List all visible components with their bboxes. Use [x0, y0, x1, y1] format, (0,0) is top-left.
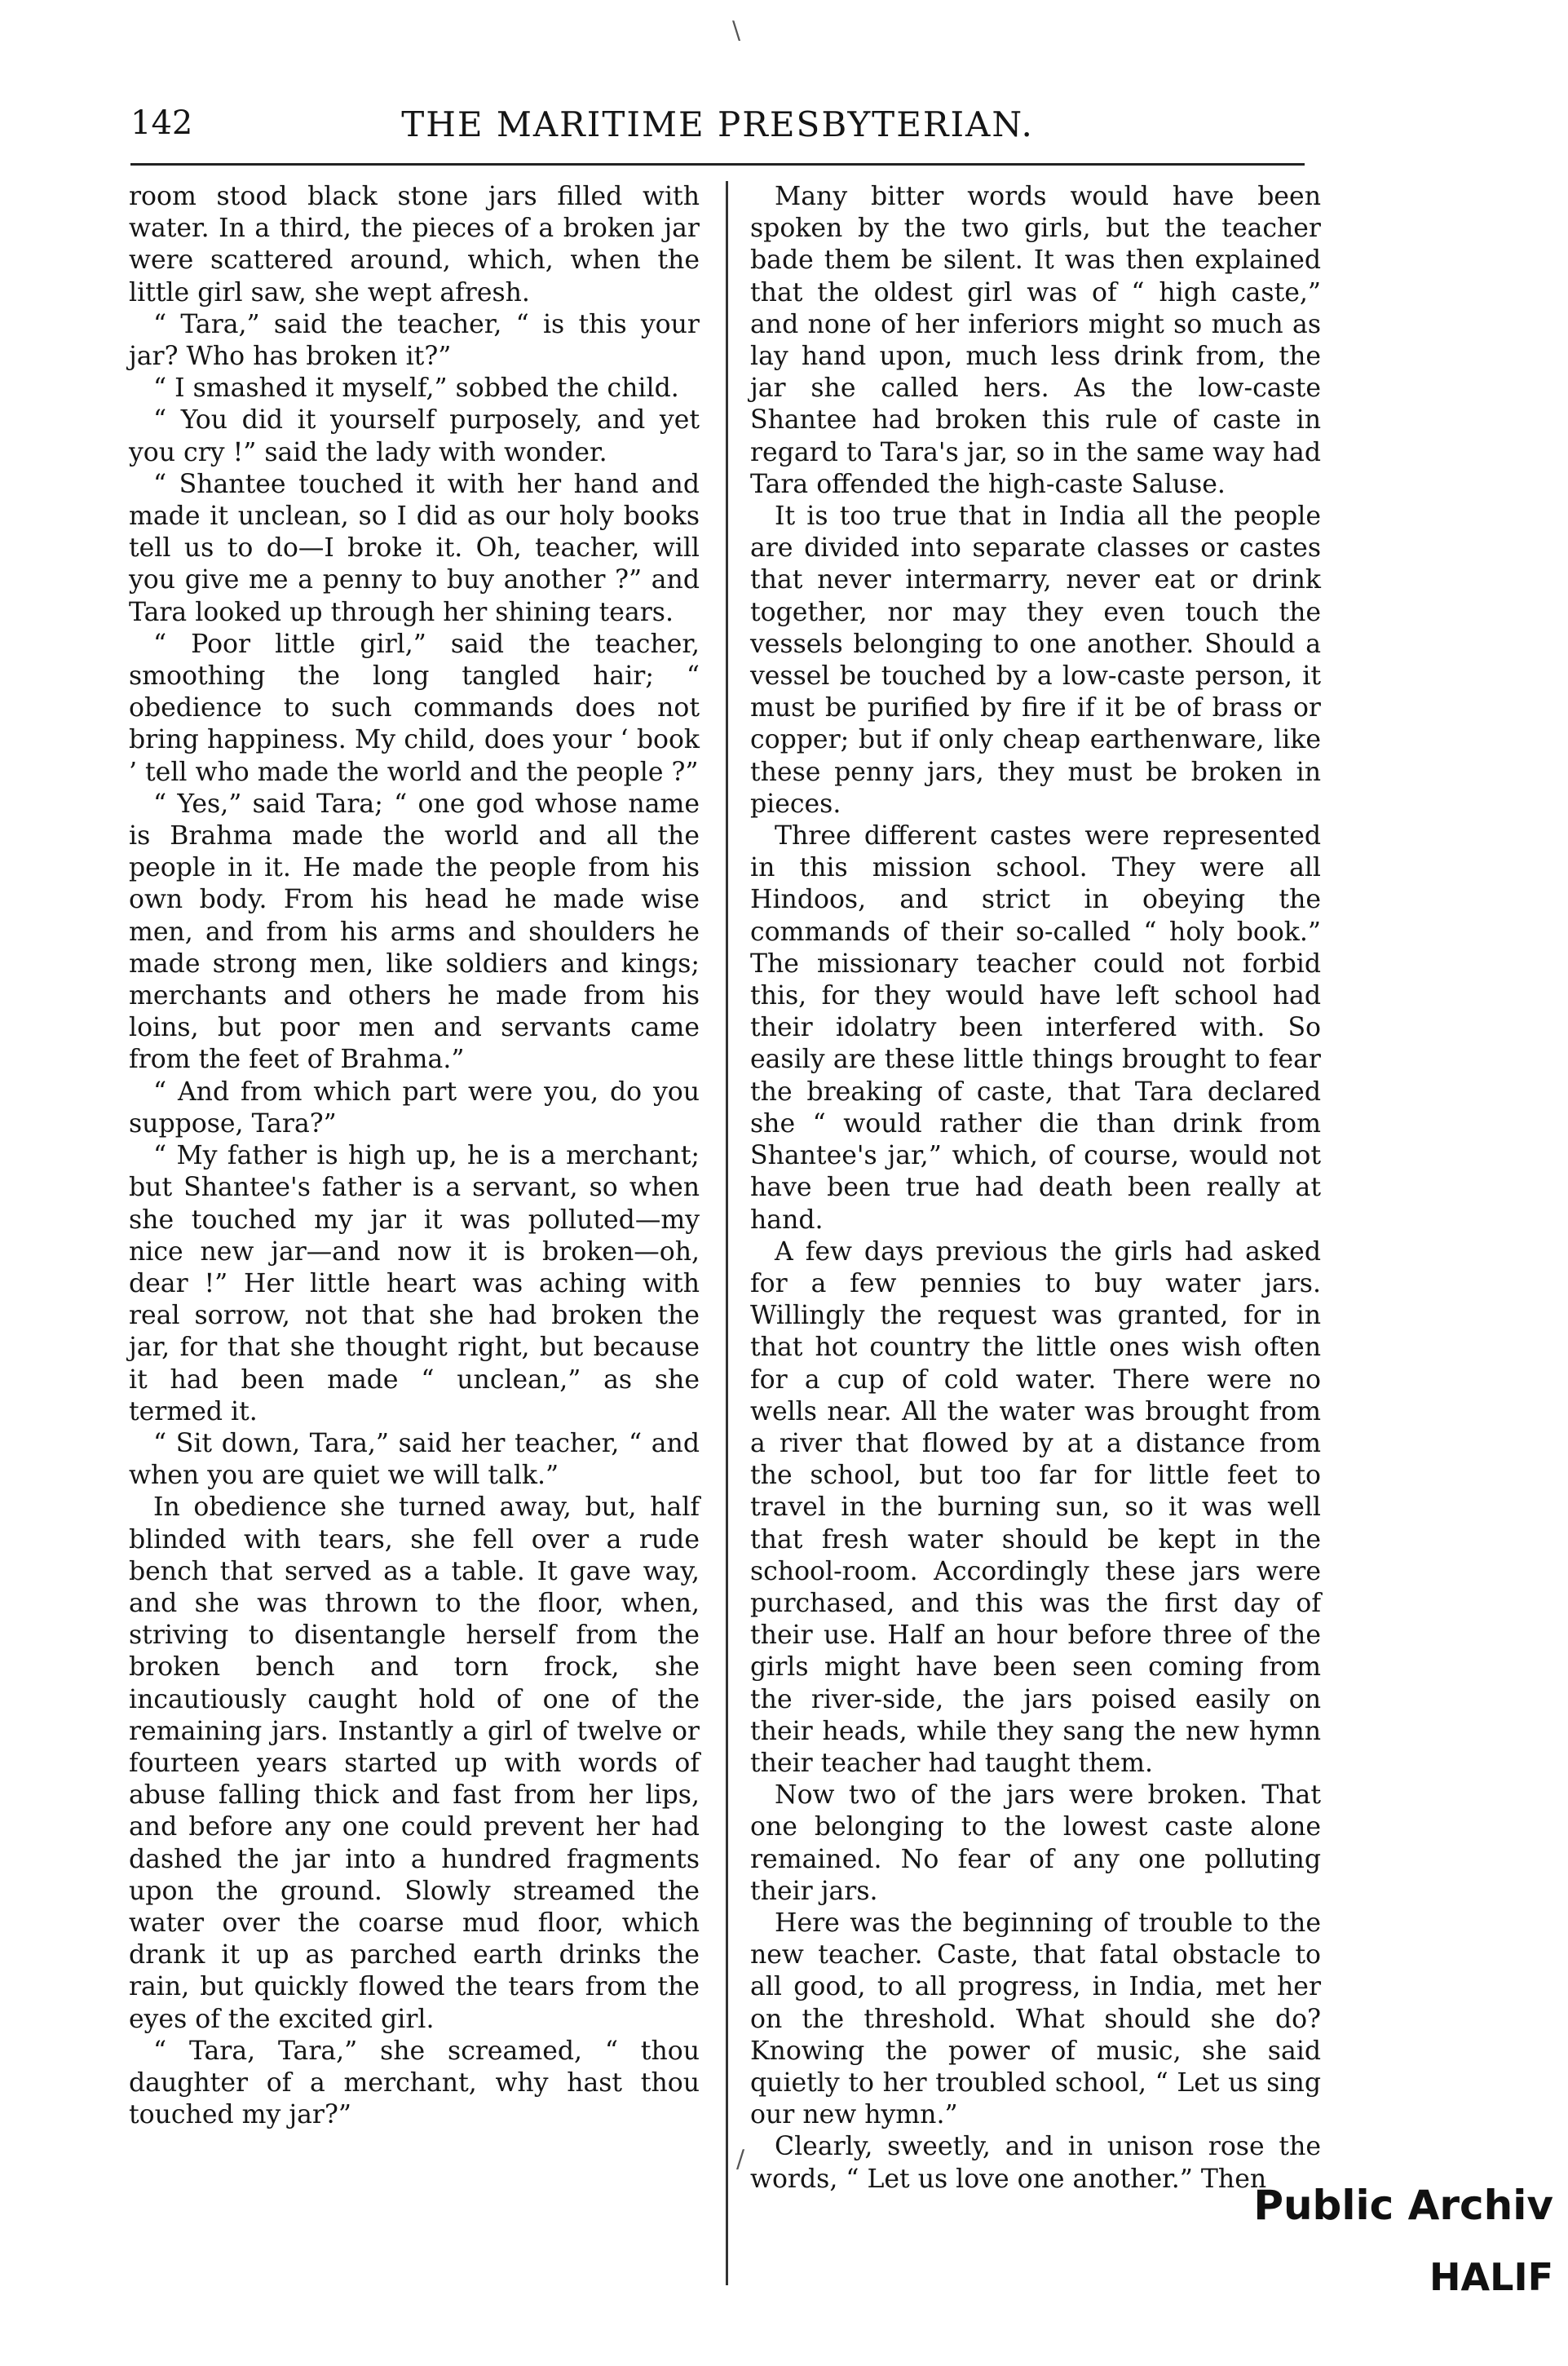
- archive-stamp-line-1: Public Archiv: [1253, 2182, 1553, 2229]
- scan-mark: /: [736, 2145, 745, 2174]
- scan-mark: \: [732, 16, 741, 45]
- paragraph: “ Yes,” said Tara; “ one god whose name is Brahma made the world and all the people in it. He made the people from his own body. From his head he made wise men, and from his arms and shoulders he made strong men, like soldiers and kings; merchants and others he made from his loins, but poor men and servants came from the feet of Brahma.”: [129, 789, 700, 1075]
- paragraph: “ Tara,” said the teacher, “ is this your jar? Who has broken it?”: [129, 309, 700, 372]
- paragraph: “ Tara, Tara,” she screamed, “ thou daughter of a merchant, why hast thou touched my jar?”: [129, 2036, 700, 2130]
- paragraph: “ Poor little girl,” said the teacher, smoothing the long tangled hair; “ obedience to such commands does not bring happiness. My child, does your ‘ book ’ tell who made the world and the people ?”: [129, 629, 700, 787]
- paragraph: “ You did it yourself purposely, and yet you cry !” said the lady with wonder.: [129, 405, 700, 467]
- paragraph: Many bitter words would have been spoken by the two girls, but the teacher bade them be silent. It was then explained that the oldest girl was of “ high caste,” and none of her inferiors might so much as lay hand upon, much less drink from, the jar she called hers. As the low-caste Shantee had broken this rule of caste in regard to Tara's jar, so in the same way had Tara offended the high-caste Saluse.: [750, 182, 1321, 499]
- paragraph: Now two of the jars were broken. That one belonging to the lowest caste alone remained. No fear of any one polluting their jars.: [750, 1780, 1321, 1906]
- archive-stamp-line-2: HALIF: [1429, 2255, 1553, 2299]
- paragraph: “ I smashed it myself,” sobbed the child.: [153, 374, 679, 404]
- page-header: [130, 96, 1305, 153]
- paragraph: Clearly, sweetly, and in unison rose the words, “ Let us love one another.” Then: [750, 2132, 1321, 2194]
- header-rule: [130, 163, 1305, 166]
- left-column: [129, 181, 700, 2131]
- paragraph: It is too true that in India all the people are divided into separate classes or castes that never intermarry, never eat or drink together, nor may they even touch the vessels belonging to one another. Should a vessel be touched by a low-caste person, it must be purified by fire if it be of brass or copper; but if only cheap earthenware, like these penny jars, they must be broken in pieces.: [750, 502, 1321, 819]
- paragraph: A few days previous the girls had asked for a few pennies to buy water jars. Willingly the request was granted, for in that hot country the little ones wish often for a cup of cold water. There were no wells near. All the water was brought from a river that flowed by at a distance from the school, but too far for little feet to travel in the burning sun, so it was well that fresh water should be kept in the school-room. Accordingly these jars were purchased, and this was the first day of their use. Half an hour before three of the girls might have been seen coming from the river-side, the jars poised easily on their heads, while they sang the new hymn their teacher had taught them.: [750, 1236, 1321, 1778]
- page-number: 142: [130, 104, 193, 142]
- page-title: THE MARITIME PRESBYTERIAN.: [401, 104, 1034, 144]
- paragraph: Here was the beginning of trouble to the new teacher. Caste, that fatal obstacle to all good, to all progress, in India, met her on the threshold. What should she do? Knowing the power of music, she said quietly to her troubled school, “ Let us sing our new hymn.”: [750, 1908, 1321, 2130]
- right-column: [750, 181, 1321, 2196]
- paragraph: room stood black stone jars filled with water. In a third, the pieces of a broken jar were scattered around, which, when the little girl saw, she wept afresh.: [129, 182, 700, 307]
- paragraph: “ Sit down, Tara,” said her teacher, “ and when you are quiet we will talk.”: [129, 1428, 700, 1491]
- paragraph: Three different castes were represented in this mission school. They were all Hindoos, and strict in obeying the commands of their so-called “ holy book.” The missionary teacher could not forbid this, for they would have left school had their idolatry been interfered with. So easily are these little things brought to fear the breaking of caste, that Tara declared she “ would rather die than drink from Shantee's jar,” which, of course, would not have been true had death been really at hand.: [750, 821, 1321, 1235]
- paragraph: “ My father is high up, he is a merchant; but Shantee's father is a servant, so when she touched my jar it was polluted—my nice new jar—and now it is broken—oh, dear !” Her little heart was aching with real sorrow, not that she had broken the jar, for that she thought right, but because it had been made “ unclean,” as she termed it.: [129, 1141, 700, 1426]
- paragraph: “ Shantee touched it with her hand and made it unclean, so I did as our holy books tell us to do—I broke it. Oh, teacher, will you give me a penny to buy another ?” and Tara looked up through her shining tears.: [129, 469, 700, 627]
- paragraph: In obedience she turned away, but, half blinded with tears, she fell over a rude bench that served as a table. It gave way, and she was thrown to the floor, when, striving to disentangle herself from the broken bench and torn frock, she incautiously caught hold of one of the remaining jars. Instantly a girl of twelve or fourteen years started up with words of abuse falling thick and fast from her lips, and before any one could prevent her had dashed the jar into a hundred fragments upon the ground. Slowly streamed the water over the coarse mud floor, which drank it up as parched earth drinks the rain, but quickly flowed the tears from the eyes of the excited girl.: [129, 1493, 700, 2034]
- paragraph: “ And from which part were you, do you suppose, Tara?”: [129, 1077, 700, 1139]
- column-divider: [726, 181, 728, 2285]
